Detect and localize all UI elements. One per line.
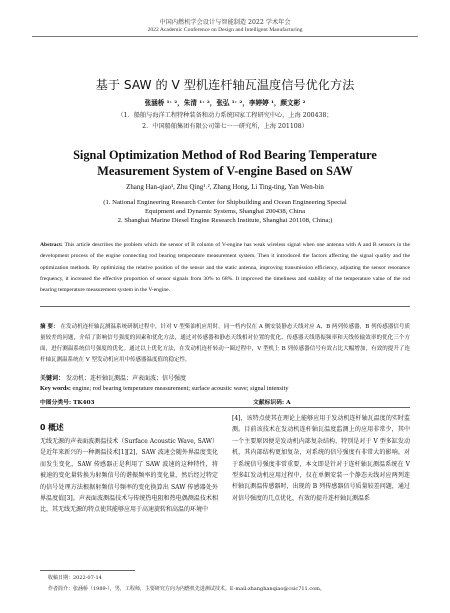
- keywords-cn: [40, 373, 410, 382]
- body-column-right: [4]，该特点使其在理论上能够应用于发动机连杆轴瓦温度的实时监测。目前该技术在发动机连杆轴瓦温度监测上的应用非常少，其中一个主要原因便是发动机内部复杂结构，特别是对于 V 型多缸发动机，其内部结构更加复杂，对系统的信号强度有非常大的影响。对于系统信号强度非常重要，本文即是针对于连杆轴瓦测温系统在 V 型多缸发动机应用过程中，仅在单侧安装一个静态天线对应两列连杆轴瓦测温传感器时，出现的 B 列传感器信号质量较差问题，通过对信号强度的几点优化，有效的提升连杆轴瓦测温系: [232, 415, 410, 502]
- document-code: 文献标识码: A: [253, 400, 291, 406]
- affiliation-en-1-text: (1. National Engineering Research Center for Shipbuilding and Ocean Engineering Special Equipment and Dynamic Systems, Shanghai 200438, China: [103, 199, 347, 216]
- abstract-cn: [40, 322, 410, 366]
- affiliation-en-1: [0, 198, 450, 216]
- abstract-rule-top: [40, 306, 410, 307]
- abstract-cn-text: 在发动机连杆轴瓦测温系统研制过程中，针对 V 型柴油机应用时，同一档内仅在 A 侧安装静态天线对应 A、B 两列传感器，B 列传感器信号质量较差的问题，介绍了影响信号强度的因素和优化方法，通过对传感器和静态天线相对位置的优化、传感器天线谐振频率和天线传输效率的优化三个方面，进行测温系统信号强度的优化。通过以上优化方法，在发动机连杆转动一圈过程中，V 型机上 B 列传感器信号有效占比大幅增加，有效的提升了连杆轴瓦测温系统在 V 型发动机应用中传感器温度值的稳定性。: [40, 324, 410, 363]
- section-heading: 0 概述: [40, 423, 64, 432]
- footnote-received: 收稿日期：2022-07-14: [48, 575, 102, 581]
- abstract-en-text: This article describes the problem which the sensor of B column of V-engine has weak wireless signal when one antenna with A and B sensors in the development process of the engine connecting rod bearing temperature measurement system. Then it introduced the factors affecting the signal quality and the optimization methods. By optimizing the relative position of the sensor and the static antenna, improving transmission efficiency, adjusting the sensor resonance frequency, it increased the effective proportion of sensor signals from 30% to 68%. It improved the timeliness and stability of the temperature value of the rod bearing temperature measurement system in the V-engine.: [40, 242, 410, 294]
- title-en-text: Signal Optimization Method of Rod Bearing Temperature Measurement System of V-engine Based on SAW: [73, 148, 377, 178]
- keywords-cn-label: 关键词：: [40, 375, 65, 382]
- abstract-cn-label: 摘 要：: [40, 324, 59, 330]
- authors-en: Zhang Han-qiao¹, Zhu Qing¹˒², Zhang Hong, Li Ting-ting, Yan Wen-bin: [126, 184, 324, 191]
- authors-cn: 张涵桥 ¹˒ ²，朱清 ¹˒ ²，张弘 ¹˒ ²，李婷婷 ¹，颜文彬 ²: [144, 99, 306, 107]
- keywords-en: [40, 385, 410, 392]
- abstract-en-label: Abstract:: [40, 242, 63, 248]
- footnote-author: 作者简介：张涵桥（1989-），男，工程师，主要研究方向为内燃机先进测试技术。E-mail:zhanghanqiao@csic711.com。: [48, 586, 325, 592]
- classification-number: 中图分类号: TK403: [40, 400, 95, 406]
- running-header-en: 2022 Academic Conference on Design and Intelligent Manufacturing: [147, 27, 303, 33]
- running-header-cn: 中国内燃机学会设计与智能制造 2022 学术年会: [159, 19, 291, 26]
- header-rule: [32, 36, 418, 37]
- affiliation-cn-2: 2．中国船舶集团有限公司第七一一研究所，上海 201108）: [142, 123, 308, 130]
- affiliation-cn-1: （1．船舶与海洋工程特种装备和动力系统国家工程研究中心，上海 200438；: [117, 112, 333, 119]
- affiliation-en-2: 2. Shanghai Marine Diesel Engine Research Institute, Shanghai 201108, China;): [117, 217, 333, 224]
- keywords-en-text: engine; rod bearing temperature measurement; surface acoustic wave; signal intensity: [72, 385, 289, 392]
- abstract-en: [40, 240, 410, 296]
- title-cn: 基于 SAW 的 V 型机连杆轴瓦温度信号优化方法: [95, 78, 355, 92]
- title-en: [0, 148, 450, 179]
- footnote-rule: [40, 570, 135, 571]
- abstract-rule-bottom: [40, 407, 410, 408]
- body-column-left: 无线无源的声表面波测温技术（Surface Acoustic Wave, SAW）是近年来新兴的一种测温技术[1][2]，SAW 波速会随外界温度变化而发生变化，SAW 传感器正是利用了 SAW 波速的这种特性，将被速的变化量转换为射频信号的谐振频率的变化量，然后经过特定的信号处理方法根据射频信号频率的变化换算出 SAW 传感器处外界温度值[3]。声表面波测温技术与传统热电阻和热电偶测温技术相比，其无线无源的特点使其能够应用于高速旋转和高温的环境中: [40, 438, 218, 514]
- keywords-cn-text: 发动机；连杆轴瓦测温；声表面波；信号强度: [65, 375, 186, 382]
- keywords-en-label: Key words:: [40, 385, 71, 392]
